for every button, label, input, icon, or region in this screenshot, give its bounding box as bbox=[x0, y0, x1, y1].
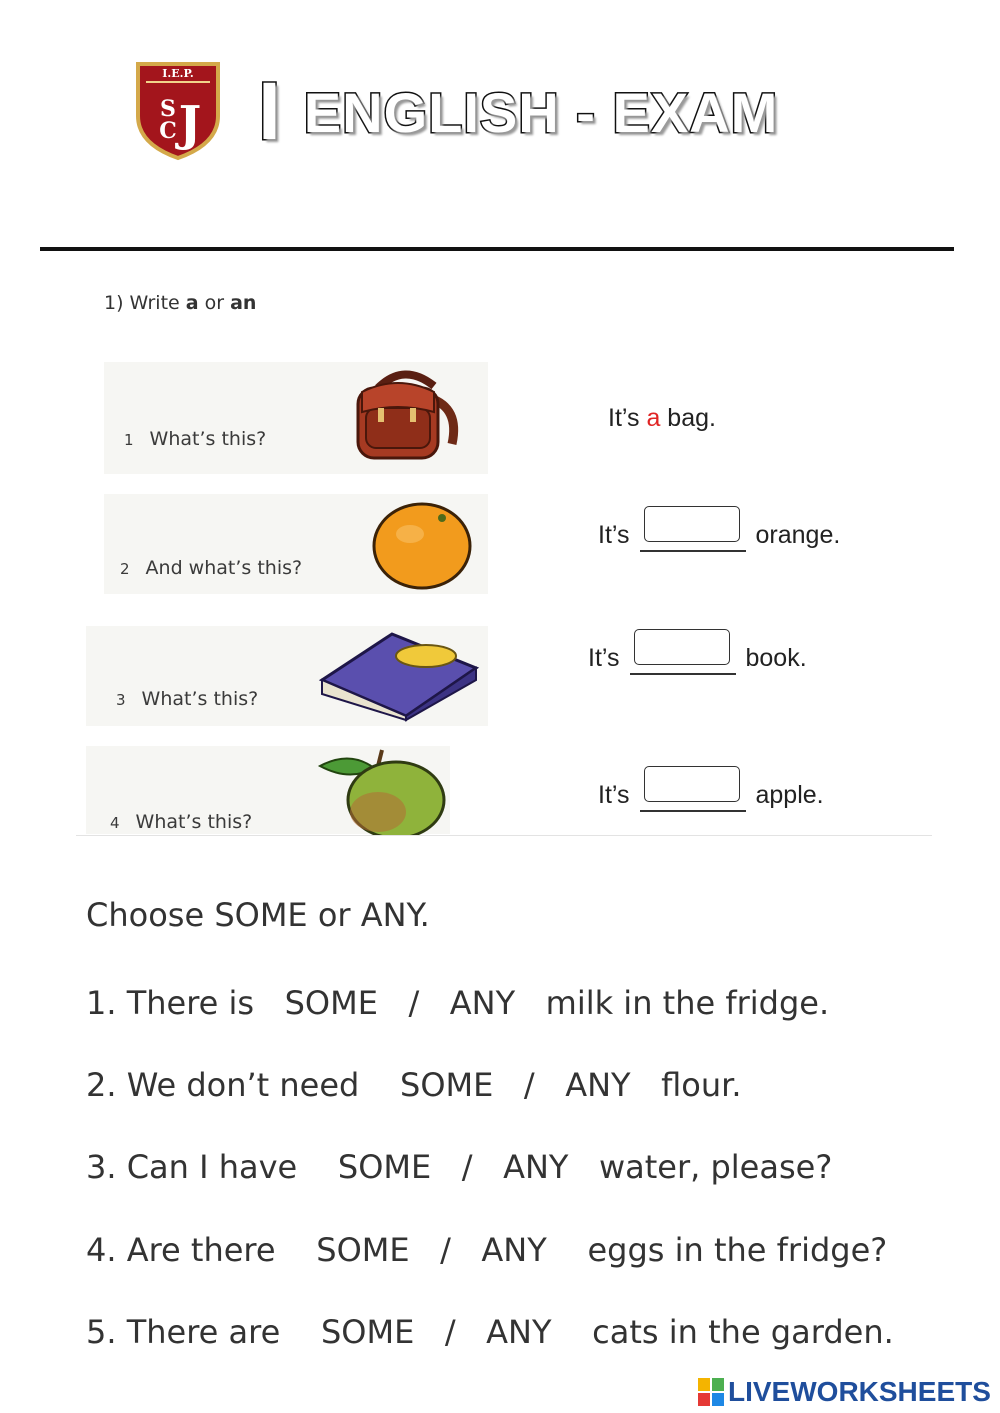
section1-heading bbox=[104, 292, 256, 314]
option-any[interactable]: ANY bbox=[503, 1148, 569, 1186]
option-some[interactable]: SOME bbox=[400, 1066, 494, 1104]
sentence-prefix: 1. There is bbox=[86, 984, 285, 1022]
answer-1 bbox=[608, 404, 716, 433]
heading-an: an bbox=[230, 292, 257, 314]
question-text: And what’s this? bbox=[145, 557, 303, 579]
sentence-prefix: 2. We don’t need bbox=[86, 1066, 401, 1104]
liveworksheets-text: LIVEWORKSHEETS bbox=[728, 1376, 991, 1407]
option-any[interactable]: ANY bbox=[449, 984, 516, 1022]
sentence-3 bbox=[86, 1148, 832, 1186]
answer-suffix: apple. bbox=[755, 781, 824, 809]
orange-icon bbox=[372, 500, 474, 594]
option-separator: / bbox=[409, 1231, 482, 1269]
svg-text:C: C bbox=[159, 118, 177, 144]
sentence-suffix: milk in the fridge. bbox=[515, 984, 830, 1022]
answer-blank-3 bbox=[630, 637, 736, 675]
answer-blank-2 bbox=[640, 514, 746, 552]
question-4 bbox=[110, 811, 252, 833]
book-icon bbox=[308, 628, 480, 726]
answer-prefix: It’s bbox=[598, 521, 630, 549]
heading-or: or bbox=[198, 292, 231, 314]
answer-4 bbox=[598, 774, 824, 812]
option-separator: / bbox=[431, 1148, 504, 1186]
answer-example: a bbox=[646, 404, 661, 432]
sentence-1 bbox=[86, 984, 829, 1022]
answer-suffix: bag. bbox=[660, 404, 716, 432]
svg-text:S: S bbox=[160, 96, 176, 122]
sentence-5 bbox=[86, 1313, 894, 1351]
sentence-2 bbox=[86, 1066, 741, 1104]
answer-prefix: It’s bbox=[608, 404, 647, 432]
backpack-icon bbox=[348, 368, 462, 468]
svg-text:J: J bbox=[178, 96, 202, 152]
sentence-prefix: 3. Can I have bbox=[86, 1148, 338, 1186]
sentence-prefix: 5. There are bbox=[86, 1313, 321, 1351]
header-divider bbox=[40, 247, 954, 251]
section2-heading: Choose SOME or ANY. bbox=[86, 896, 430, 934]
sentence-suffix: eggs in the fridge? bbox=[546, 1231, 888, 1269]
answer-blank-4 bbox=[640, 774, 746, 812]
sentence-suffix: flour. bbox=[630, 1066, 742, 1104]
answer-input-3[interactable] bbox=[634, 629, 730, 665]
option-any[interactable]: ANY bbox=[486, 1313, 552, 1351]
school-logo bbox=[132, 58, 224, 162]
heading-a: a bbox=[185, 292, 199, 314]
question-text: What’s this? bbox=[149, 428, 267, 450]
option-some[interactable]: SOME bbox=[337, 1148, 432, 1186]
option-some[interactable]: SOME bbox=[320, 1313, 415, 1351]
heading-prefix: 1) Write bbox=[104, 292, 186, 314]
title-roman-numeral: I bbox=[258, 66, 282, 157]
question-2 bbox=[120, 557, 302, 579]
option-separator: / bbox=[414, 1313, 487, 1351]
question-number: 2 bbox=[120, 560, 130, 578]
page-title bbox=[258, 66, 779, 157]
question-number: 1 bbox=[124, 431, 134, 449]
question-1 bbox=[124, 428, 266, 450]
question-3 bbox=[116, 688, 258, 710]
option-any[interactable]: ANY bbox=[481, 1231, 547, 1269]
sentence-suffix: cats in the garden. bbox=[551, 1313, 894, 1351]
answer-input-2[interactable] bbox=[644, 506, 740, 542]
question-number: 4 bbox=[110, 814, 120, 832]
liveworksheets-logo[interactable] bbox=[698, 1376, 991, 1408]
option-separator: / bbox=[493, 1066, 566, 1104]
answer-3 bbox=[588, 637, 807, 675]
answer-input-4[interactable] bbox=[644, 766, 740, 802]
question-number: 3 bbox=[116, 691, 126, 709]
option-some[interactable]: SOME bbox=[284, 984, 378, 1022]
option-separator: / bbox=[377, 984, 450, 1022]
question-text: What’s this? bbox=[141, 688, 259, 710]
answer-prefix: It’s bbox=[598, 781, 630, 809]
answer-suffix: book. bbox=[745, 644, 807, 672]
question-text: What’s this? bbox=[135, 811, 253, 833]
option-some[interactable]: SOME bbox=[316, 1231, 410, 1269]
apple-icon bbox=[316, 748, 448, 840]
answer-suffix: orange. bbox=[755, 521, 841, 549]
option-any[interactable]: ANY bbox=[565, 1066, 631, 1104]
liveworksheets-icon bbox=[698, 1378, 724, 1406]
svg-text:I.E.P.: I.E.P. bbox=[162, 67, 194, 80]
sentence-prefix: 4. Are there bbox=[86, 1231, 317, 1269]
answer-2 bbox=[598, 514, 840, 552]
title-text: ENGLISH - EXAM bbox=[303, 80, 779, 144]
answer-prefix: It’s bbox=[588, 644, 620, 672]
sentence-suffix: water, please? bbox=[568, 1148, 833, 1186]
sentence-4 bbox=[86, 1231, 887, 1269]
section-divider bbox=[76, 835, 932, 836]
